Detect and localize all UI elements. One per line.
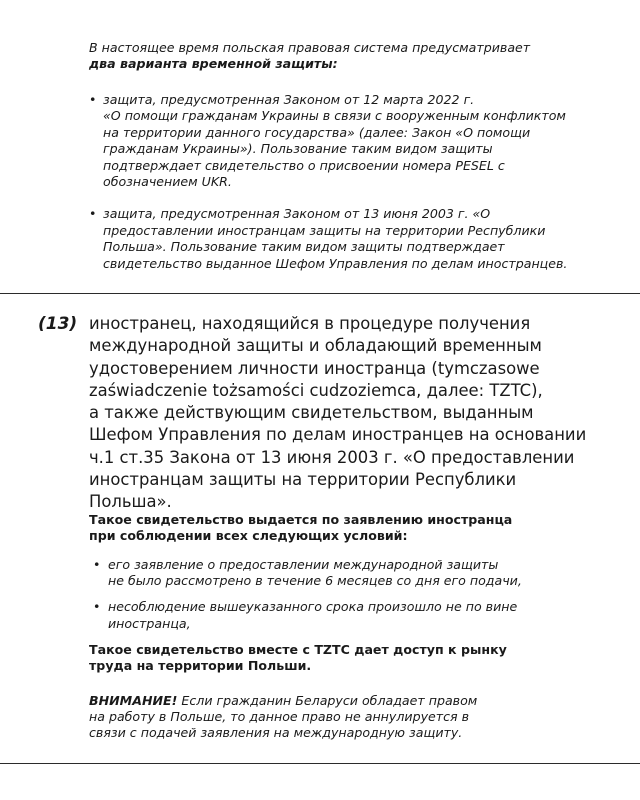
- bullet-line: свидетельство выданное Шефом Управления по делам иностранцев.: [103, 255, 568, 271]
- note-line: [89, 693, 609, 709]
- text-line: удостоверением личности иностранца (tymczasowe: [89, 358, 540, 378]
- text-line: Польша».: [89, 492, 172, 512]
- bullet-line: • защита, предусмотренная Законом от 13 июня 2003 г. «О: [103, 206, 491, 222]
- bullet-line: предоставлении иностранцам защиты на территории Республики: [103, 222, 546, 238]
- labor-market-access-text: [89, 642, 609, 674]
- bullet-line: гражданам Украины»). Пользование таким видом защиты: [103, 141, 493, 157]
- text-line: международной защиты и обладающий временным: [89, 336, 542, 356]
- access-line: Такое свидетельство вместе с TZTC дает доступ к рынку: [89, 642, 507, 657]
- access-line: труда на территории Польши.: [89, 658, 312, 674]
- temporary-protection-intro-block: [89, 40, 609, 288]
- protection-variants-list: [89, 92, 609, 272]
- condition-line: не было рассмотрено в течение 6 месяцев со дня его подачи,: [108, 573, 522, 589]
- section-13-main-text: [89, 313, 609, 514]
- text-line: zaświadczenie tożsamości cudzoziemca, далее: TZTC),: [89, 380, 543, 400]
- heading-line: Такое свидетельство выдается по заявлению иностранца: [89, 512, 513, 527]
- intro-text: [89, 40, 609, 72]
- condition-line: • его заявление о предоставлении международной защиты: [108, 557, 499, 572]
- list-item: [93, 599, 613, 631]
- text-line: иностранцам защиты на территории Республики: [89, 470, 517, 490]
- intro-line-1: В настоящее время польская правовая система предусматривает: [89, 40, 531, 55]
- heading-line: при соблюдении всех следующих условий:: [89, 528, 408, 544]
- bullet-line: на территории данного государства» (далее: Закон «О помощи: [103, 124, 531, 140]
- bullet-line: «О помощи гражданам Украины в связи с вооруженным конфликтом: [103, 108, 566, 124]
- list-item: [93, 557, 613, 589]
- text-line: иностранец, находящийся в процедуре получения: [89, 314, 531, 333]
- text-line: Шефом Управления по делам иностранцев на основании: [89, 425, 587, 445]
- bullet-line: обозначением UKR.: [103, 174, 232, 190]
- section-number: (13): [38, 314, 78, 334]
- attention-label: ВНИМАНИЕ!: [89, 693, 178, 708]
- section-divider-top: [0, 293, 640, 294]
- text-line: а также действующим свидетельством, выданным: [89, 403, 534, 423]
- bullet-line: подтверждает свидетельство о присвоении номера PESEL с: [103, 157, 505, 173]
- intro-line-2: два варианта временной защиты:: [89, 56, 338, 71]
- list-item: [89, 92, 609, 190]
- attention-note: [89, 693, 609, 742]
- condition-line: иностранца,: [108, 615, 191, 631]
- note-line: на работу в Польше, то данное право не аннулируется в: [89, 709, 470, 725]
- bullet-line: Польша». Пользование таким видом защиты подтверждает: [103, 239, 505, 255]
- text-line: ч.1 ст.35 Закона от 13 июня 2003 г. «О предоставлении: [89, 447, 575, 467]
- note-line: связи с подачей заявления на международную защиту.: [89, 725, 463, 741]
- list-item: [89, 206, 609, 272]
- condition-line: • несоблюдение вышеуказанного срока произошло не по вине: [108, 599, 518, 615]
- bullet-line: • защита, предусмотренная Законом от 12 марта 2022 г.: [103, 92, 475, 107]
- conditions-heading: [89, 512, 609, 544]
- note-line-1-text: Если гражданин Беларуси обладает правом: [177, 693, 478, 708]
- conditions-list: [93, 557, 613, 642]
- section-divider-bottom: [0, 763, 640, 764]
